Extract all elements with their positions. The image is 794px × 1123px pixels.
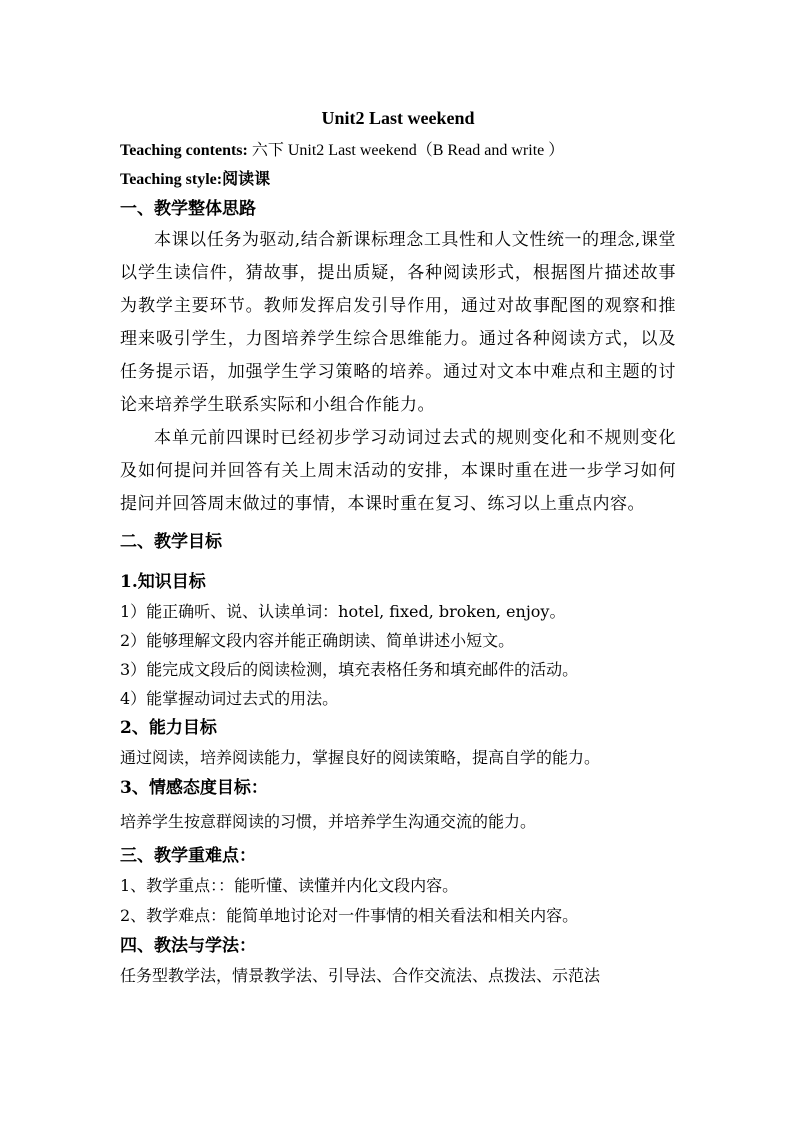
- teaching-style-value: 阅读课: [222, 171, 271, 188]
- document-title: Unit2 Last weekend: [321, 108, 475, 128]
- knowledge-goal-item: 2）能够理解文段内容并能正确朗读、简单讲述小短文。: [120, 631, 515, 650]
- emotion-goals-text: 培养学生按意群阅读的习惯，并培养学生沟通交流的能力。: [120, 812, 537, 831]
- emotion-goals-heading: 3、情感态度目标：: [120, 778, 268, 798]
- teaching-style-line: [120, 165, 676, 194]
- knowledge-goal-item: 3）能完成文段后的阅读检测，填充表格任务和填充邮件的活动。: [120, 660, 579, 679]
- knowledge-goal-item: 1）能正确听、说、认读单词：hotel, fixed, broken, enjoy。: [120, 602, 566, 621]
- teaching-contents-line: [120, 136, 676, 165]
- section-3-heading: 三、教学重难点：: [120, 846, 256, 866]
- section-1-paragraph-1: 本课以任务为驱动,结合新课标理念工具性和人文性统一的理念,课堂以学生读信件，猜故事，提出质疑，各种阅读形式，根据图片描述故事为教学主要环节。教师发挥启发引导作用，通过对故事配图的观察和推理来吸引学生，力图培养学生综合思维能力。通过各种阅读方式，以及任务提示语，加强学生学习策略的培养。通过对文本中难点和主题的讨论来培养学生联系实际和小组合作能力。: [120, 230, 676, 415]
- ability-goals-heading: 2、能力目标: [120, 718, 217, 738]
- difficult-point-item: 2、教学难点：能简单地讨论对一件事情的相关看法和相关内容。: [120, 906, 579, 925]
- teaching-contents-label: Teaching contents:: [120, 142, 248, 159]
- section-2-heading: 二、教学目标: [120, 532, 222, 552]
- ability-goals-text: 通过阅读，培养阅读能力，掌握良好的阅读策略，提高自学的能力。: [120, 748, 601, 767]
- knowledge-goal-item: 4）能掌握动词过去式的用法。: [120, 689, 339, 708]
- methods-text: 任务型教学法，情景教学法、引导法、合作交流法、点拨法、示范法: [120, 966, 601, 985]
- knowledge-goals-heading: 1.知识目标: [120, 572, 206, 592]
- section-1-heading: 一、教学整体思路: [120, 199, 256, 219]
- section-1-paragraph-2: 本单元前四课时已经初步学习动词过去式的规则变化和不规则变化及如何提问并回答有关上周末活动的安排，本课时重在进一步学习如何提问并回答周末做过的事情，本课时重在复习、练习以上重点内容。: [120, 428, 676, 514]
- teaching-style-label: Teaching style:: [120, 171, 223, 188]
- document-page: [120, 100, 676, 991]
- key-point-item: 1、教学重点：：能听懂、读懂并内化文段内容。: [120, 876, 459, 895]
- section-4-heading: 四、教法与学法：: [120, 936, 256, 956]
- teaching-contents-value: 六下 Unit2 Last weekend（B Read and write ）: [247, 142, 565, 159]
